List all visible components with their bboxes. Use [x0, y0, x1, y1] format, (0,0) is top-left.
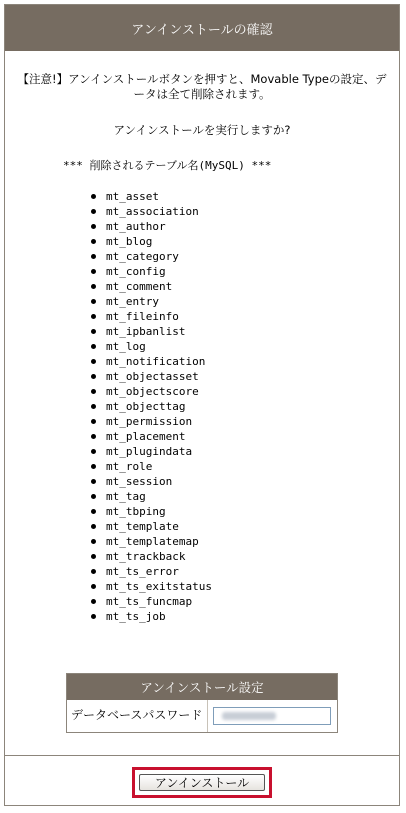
table-list-item	[91, 324, 185, 339]
table-name: mt_author	[106, 220, 166, 233]
table-list-item	[91, 339, 146, 354]
table-name: mt_log	[106, 340, 146, 353]
table-name: mt_permission	[106, 415, 193, 428]
table-name: mt_notification	[106, 355, 206, 368]
table-name: mt_tbping	[106, 505, 166, 518]
table-name: mt_plugindata	[106, 445, 193, 458]
bullet-icon	[91, 614, 96, 619]
table-name: mt_config	[106, 265, 166, 278]
bullet-icon	[91, 524, 96, 529]
bullet-icon	[91, 314, 96, 319]
settings-box	[66, 673, 338, 733]
settings-title: アンインストール設定	[67, 674, 337, 700]
table-list-item	[91, 459, 152, 474]
table-list-item	[91, 579, 212, 594]
table-list-item	[91, 399, 185, 414]
table-list-item	[91, 234, 152, 249]
table-name: mt_session	[106, 475, 173, 488]
table-name: mt_ipbanlist	[106, 325, 186, 338]
table-list-item	[91, 294, 159, 309]
password-row	[67, 700, 337, 732]
table-list-item	[91, 519, 179, 534]
table-list-item	[91, 504, 166, 519]
table-name: mt_templatemap	[106, 535, 199, 548]
table-list-item	[91, 189, 159, 204]
confirm-question: アンインストールを実行しますか?	[113, 123, 291, 137]
table-name: mt_trackback	[106, 550, 186, 563]
bullet-icon	[91, 434, 96, 439]
table-list-item	[91, 264, 166, 279]
bullet-icon	[91, 569, 96, 574]
table-list-item	[91, 564, 179, 579]
bullet-icon	[91, 239, 96, 244]
bullet-icon	[91, 464, 96, 469]
bullet-icon	[91, 374, 96, 379]
bullet-icon	[91, 254, 96, 259]
bullet-icon	[91, 584, 96, 589]
bullet-icon	[91, 284, 96, 289]
page-title: アンインストールの確認	[5, 5, 399, 51]
table-name: mt_template	[106, 520, 179, 533]
table-list-item	[91, 429, 185, 444]
bullet-icon	[91, 494, 96, 499]
bullet-icon	[91, 269, 96, 274]
table-list-item	[91, 309, 179, 324]
table-name: mt_ts_job	[106, 610, 166, 623]
table-list-item	[91, 534, 199, 549]
table-list-item	[91, 219, 166, 234]
confirmation-panel	[4, 4, 400, 806]
bullet-icon	[91, 554, 96, 559]
table-list-item	[91, 369, 199, 384]
table-list-item	[91, 414, 192, 429]
bullet-icon	[91, 404, 96, 409]
table-name: mt_ts_exitstatus	[106, 580, 212, 593]
bullet-icon	[91, 344, 96, 349]
bullet-icon	[91, 209, 96, 214]
bullet-icon	[91, 359, 96, 364]
table-name: mt_tag	[106, 490, 146, 503]
warning-notice: 【注意!】アンインストールボタンを押すと、Movable Typeの設定、データは全て削除されます。	[17, 72, 387, 101]
bullet-icon	[91, 329, 96, 334]
table-name: mt_entry	[106, 295, 159, 308]
table-name: mt_fileinfo	[106, 310, 179, 323]
table-list-item	[91, 489, 146, 504]
table-name: mt_ts_error	[106, 565, 179, 578]
bullet-icon	[91, 509, 96, 514]
bullet-icon	[91, 224, 96, 229]
footer-divider	[5, 755, 399, 756]
password-label: データベースパスワード	[67, 700, 208, 732]
bullet-icon	[91, 194, 96, 199]
table-name: mt_objecttag	[106, 400, 186, 413]
table-list-item	[91, 204, 199, 219]
bullet-icon	[91, 539, 96, 544]
table-list-item	[91, 594, 192, 609]
table-name: mt_objectasset	[106, 370, 199, 383]
password-field[interactable]	[213, 707, 331, 725]
table-name: mt_blog	[106, 235, 153, 248]
table-list-item	[91, 444, 192, 459]
table-list-item	[91, 279, 172, 294]
table-list-item	[91, 384, 199, 399]
bullet-icon	[91, 449, 96, 454]
tables-heading: *** 削除されるテーブル名(MySQL) ***	[63, 159, 272, 172]
table-list-item	[91, 549, 185, 564]
button-highlight	[132, 767, 272, 798]
table-name: mt_category	[106, 250, 179, 263]
table-name: mt_ts_funcmap	[106, 595, 193, 608]
table-list-item	[91, 249, 179, 264]
table-name: mt_objectscore	[106, 385, 199, 398]
table-name: mt_role	[106, 460, 153, 473]
masked-password	[222, 712, 276, 720]
bullet-icon	[91, 419, 96, 424]
uninstall-button[interactable]: アンインストール	[139, 774, 265, 791]
table-list-item	[91, 609, 166, 624]
table-name: mt_association	[106, 205, 199, 218]
table-name: mt_asset	[106, 190, 159, 203]
bullet-icon	[91, 389, 96, 394]
table-name: mt_comment	[106, 280, 173, 293]
bullet-icon	[91, 479, 96, 484]
table-name: mt_placement	[106, 430, 186, 443]
bullet-icon	[91, 599, 96, 604]
table-list-item	[91, 474, 172, 489]
table-list-item	[91, 354, 205, 369]
bullet-icon	[91, 299, 96, 304]
